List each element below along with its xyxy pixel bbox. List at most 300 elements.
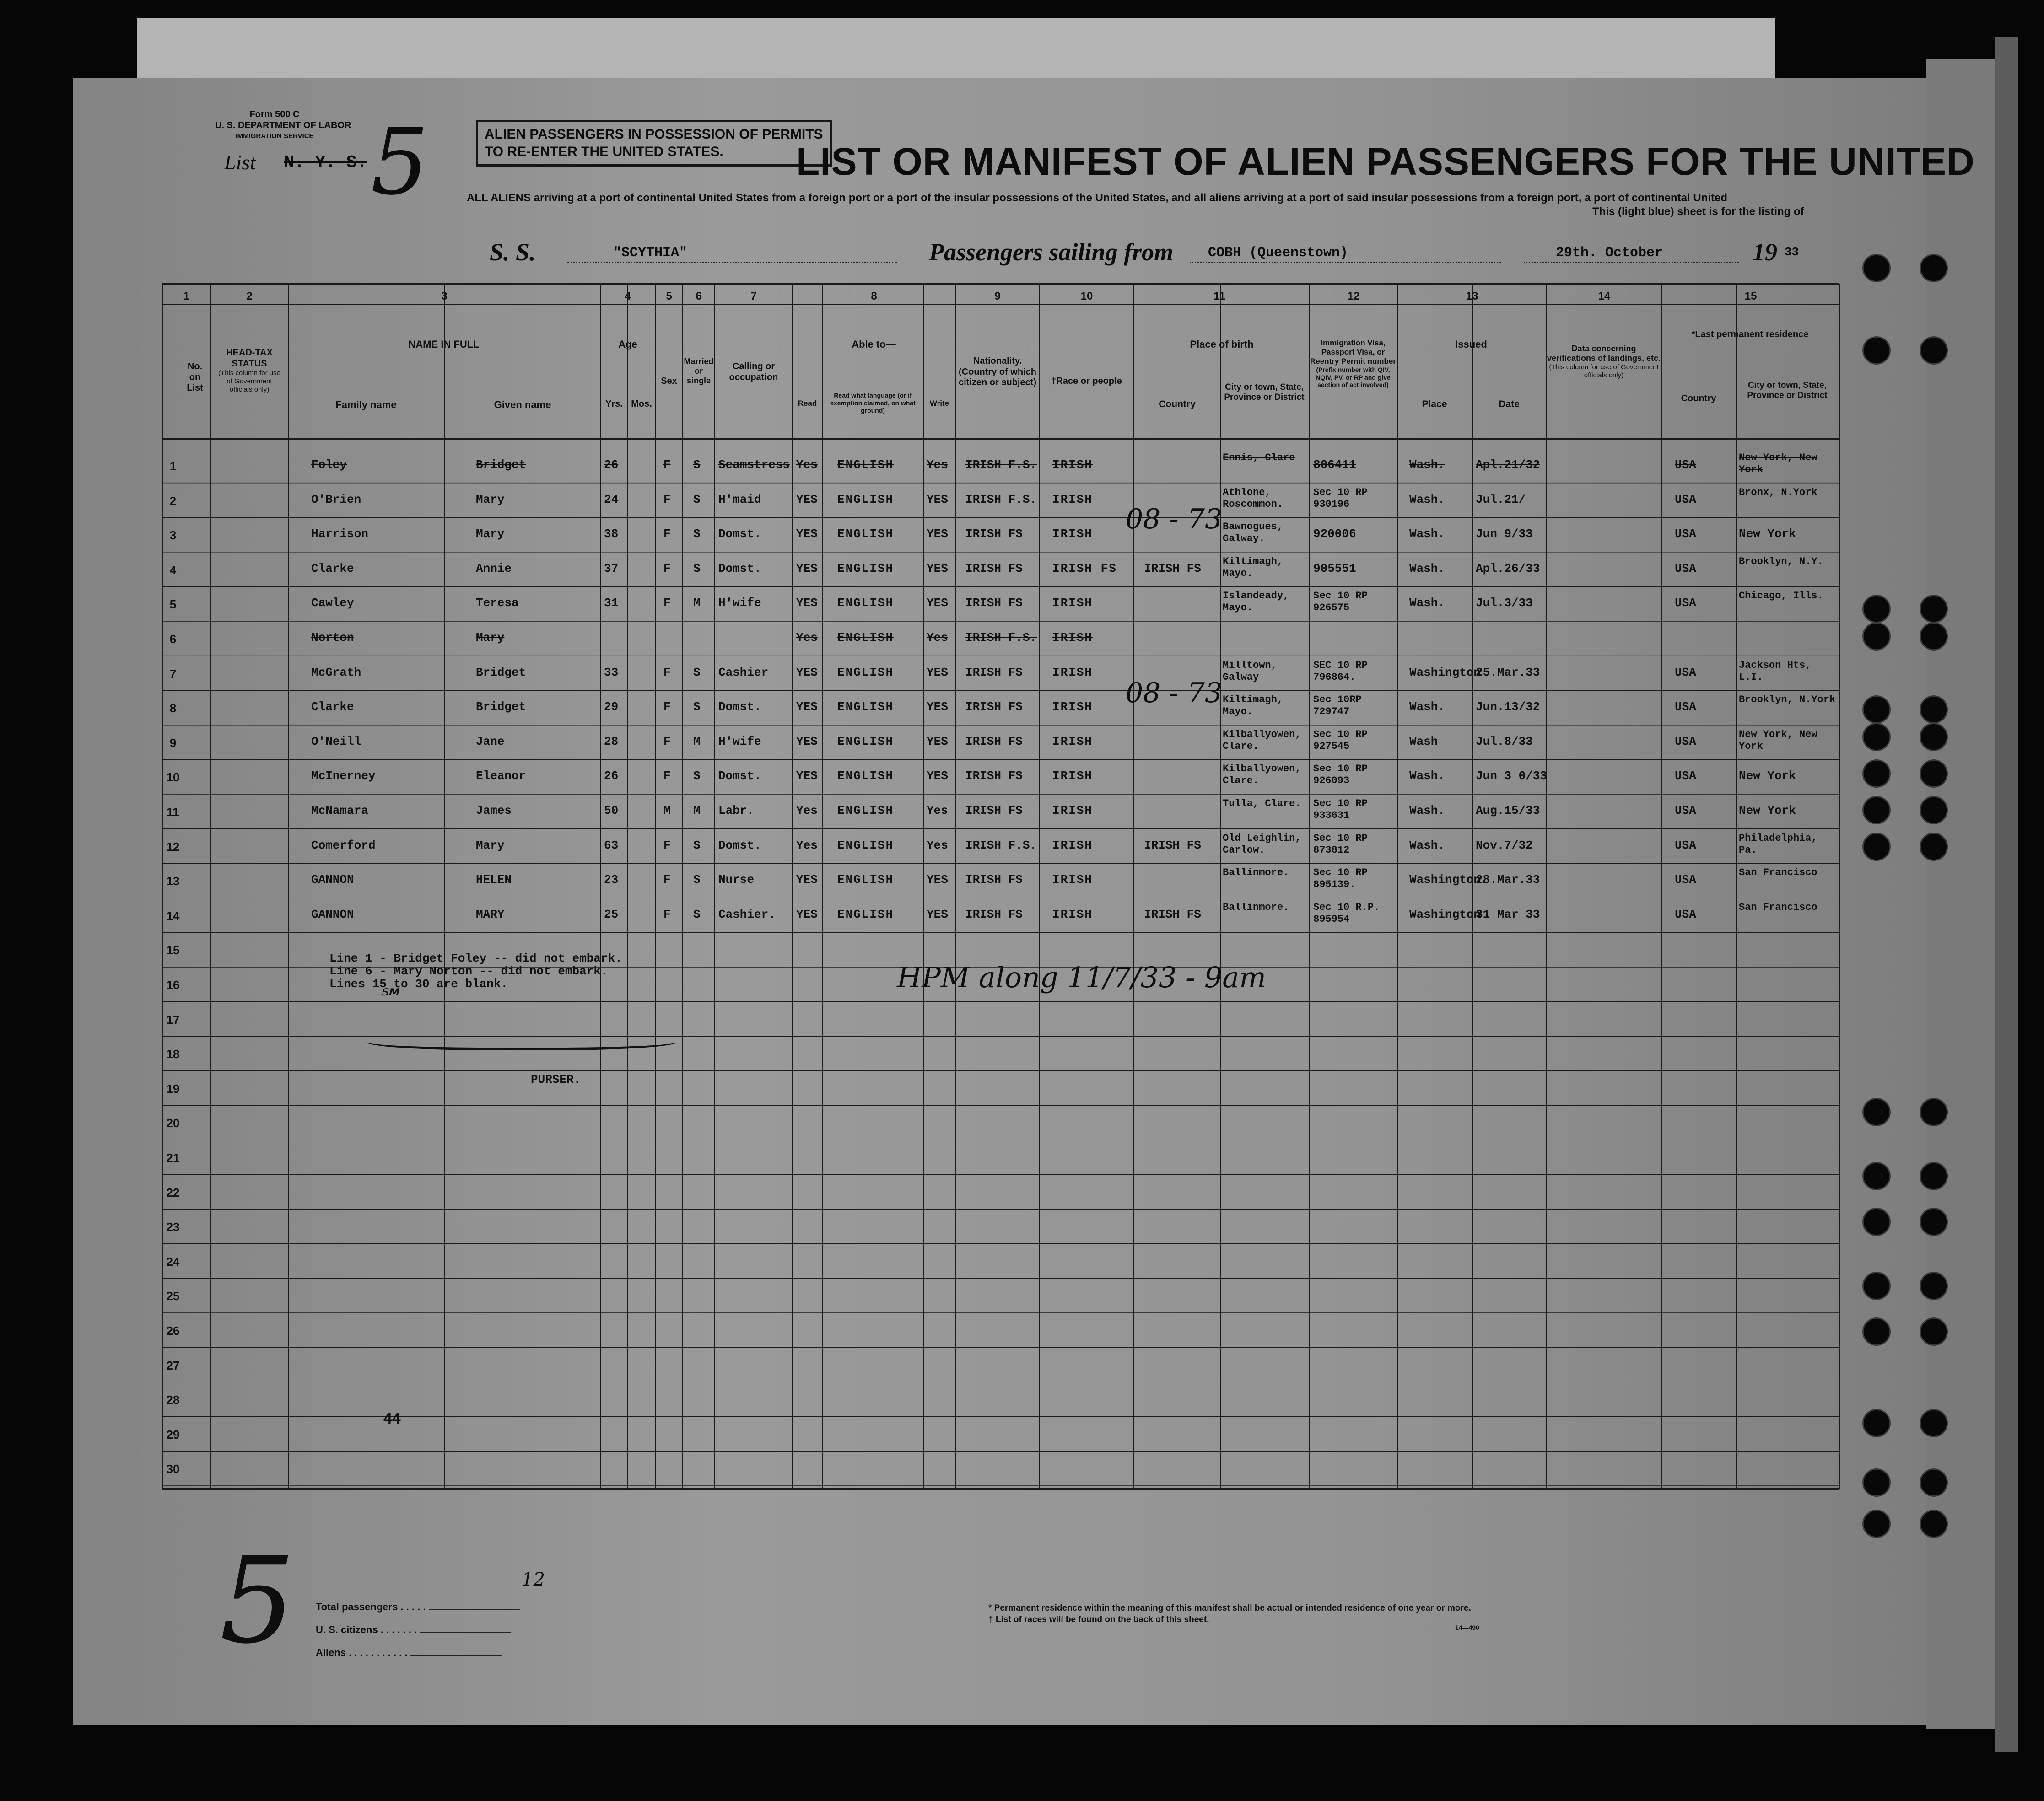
write-cell: YES: [927, 873, 948, 887]
residence-city-cell: San Francisco: [1739, 901, 1817, 913]
header-able-to: Able to—: [852, 339, 896, 350]
row-number: 20: [166, 1116, 180, 1130]
residence-city-cell: Bronx, N.York: [1739, 486, 1817, 498]
binder-hole: [1920, 622, 1948, 651]
read-cell: YES: [796, 873, 818, 887]
age-years-cell: 24: [604, 492, 619, 506]
row-number: 29: [166, 1427, 180, 1441]
read-cell: YES: [796, 700, 818, 714]
initials-mark: ℠: [375, 984, 402, 1013]
read-language-cell: ENGLISH: [837, 665, 894, 679]
handwritten-permit-code-1: 08 - 73: [1126, 503, 1223, 535]
row-number: 4: [169, 563, 177, 577]
issued-date-cell: Jun.13/32: [1476, 700, 1540, 714]
list-label: List: [224, 151, 256, 174]
header-sex: Sex: [661, 376, 677, 386]
family-name-cell: GANNON: [311, 873, 354, 887]
binder-hole: [1920, 1510, 1948, 1538]
row-number: 28: [166, 1393, 180, 1407]
header-residence: *Last permanent residence: [1691, 329, 1809, 339]
binder-hole: [1862, 1208, 1891, 1236]
service-name: IMMIGRATION SERVICE: [235, 132, 314, 140]
occupation-cell: H'wife: [718, 734, 761, 748]
occupation-cell: Labr.: [718, 804, 755, 817]
age-years-cell: 33: [604, 665, 619, 679]
nationality-cell: IRISH F.S.: [965, 838, 1037, 852]
read-cell: Yes: [796, 804, 818, 817]
write-cell: YES: [927, 769, 948, 783]
binder-hole: [1862, 622, 1891, 651]
row-number: 30: [166, 1462, 180, 1476]
header-landings-title: Data concerning verifications of landings, etc.: [1547, 344, 1661, 363]
visa-number-cell: Sec 10 RP 895139.: [1313, 867, 1368, 891]
residence-country-cell: USA: [1675, 561, 1696, 575]
row-number: 11: [167, 805, 179, 819]
given-name-cell: Teresa: [476, 596, 519, 610]
write-cell: YES: [927, 561, 948, 575]
family-name-cell: Clarke: [311, 700, 354, 714]
header-birth-country: Country: [1159, 399, 1196, 409]
birth-city-cell: Ennis, Clare: [1223, 452, 1295, 463]
age-years-cell: 26: [604, 769, 619, 783]
footer-aliens: Aliens . . . . . . . . . . .: [316, 1647, 502, 1659]
nationality-cell: IRISH FS: [965, 596, 1023, 610]
row-number: 15: [166, 943, 180, 957]
binder-hole: [1920, 695, 1948, 724]
age-years-cell: 63: [604, 838, 619, 852]
binder-hole: [1920, 336, 1948, 365]
residence-country-cell: USA: [1675, 700, 1696, 714]
residence-city-cell: Philadelphia, Pa.: [1739, 832, 1817, 856]
marital-status-cell: S: [693, 665, 701, 679]
handwritten-arrival-note: HPM along 11/7/33 - 9am: [897, 961, 1266, 994]
birth-city-cell: Ballinmore.: [1223, 901, 1289, 913]
given-name-cell: Jane: [476, 734, 505, 748]
write-cell: Yes: [927, 631, 948, 645]
intro-line-1: ALL ALIENS arriving at a port of continental United States from a foreign port or a port of the insular possessions of the United States, and all aliens arriving at a port of said insular possessions from a foreign port, a port of continental United: [467, 192, 1728, 204]
issued-date-cell: Jun 9/33: [1476, 527, 1533, 541]
list-struck-code: N. Y. S.: [284, 153, 367, 172]
birth-city-cell: Kilballyowen, Clare.: [1223, 728, 1301, 752]
read-language-cell: ENGLISH: [837, 596, 894, 610]
header-write: Write: [929, 399, 949, 408]
read-cell: YES: [796, 492, 818, 506]
binder-hole: [1920, 796, 1948, 824]
given-name-cell: Bridget: [476, 458, 526, 472]
issued-place-cell: Wash.: [1409, 527, 1445, 541]
given-name-cell: Mary: [476, 492, 505, 506]
race-cell: IRISH: [1052, 769, 1093, 783]
row-number: 13: [166, 874, 180, 888]
family-name-cell: O'Neill: [311, 734, 361, 748]
race-cell: IRISH: [1052, 873, 1093, 887]
header-issued-date: Date: [1499, 399, 1520, 409]
binder-hole: [1920, 1098, 1948, 1126]
header-birth-city: City or town, State, Province or District: [1224, 382, 1305, 403]
marital-status-cell: S: [693, 492, 701, 506]
family-name-cell: Norton: [311, 631, 354, 645]
race-cell: IRISH: [1052, 596, 1093, 610]
issued-date-cell: Nov.7/32: [1476, 838, 1533, 852]
occupation-cell: Domst.: [718, 769, 761, 783]
header-head-tax: [215, 348, 284, 393]
nationality-cell: IRISH FS: [965, 665, 1023, 679]
occupation-cell: Domst.: [718, 561, 761, 575]
row-number: 16: [166, 978, 180, 992]
row-number: 7: [169, 667, 177, 681]
given-name-cell: HELEN: [476, 873, 512, 887]
page-count: 44: [383, 1410, 401, 1427]
departure-port: COBH (Queenstown): [1208, 245, 1348, 261]
race-cell: IRISH: [1052, 458, 1093, 472]
year-suffix: 33: [1785, 245, 1799, 259]
footnote-residence: * Permanent residence within the meaning of this manifest shall be actual or intended residence of one year or more.: [988, 1603, 1471, 1613]
birth-city-cell: Bawnogues, Galway.: [1223, 521, 1284, 545]
row-number: 3: [169, 528, 177, 543]
sex-cell: F: [663, 561, 671, 575]
race-cell: IRISH: [1052, 492, 1093, 506]
binder-hole: [1862, 695, 1891, 724]
race-cell: IRISH: [1052, 734, 1093, 748]
given-name-cell: James: [476, 804, 512, 817]
header-landings-note: (This column for use of Government officials only): [1549, 363, 1659, 380]
birth-city-cell: Kiltimagh, Mayo.: [1223, 555, 1284, 579]
row-number: 2: [169, 494, 177, 508]
given-name-cell: Eleanor: [476, 769, 526, 783]
issued-place-cell: Wash.: [1409, 596, 1445, 610]
column-number: 7: [750, 290, 757, 302]
header-age-mos: Mos.: [631, 399, 652, 409]
family-name-cell: Clarke: [311, 561, 354, 575]
marital-status-cell: M: [693, 734, 701, 748]
visa-number-cell: SEC 10 RP 796864.: [1313, 659, 1368, 683]
write-cell: YES: [927, 596, 948, 610]
age-years-cell: 25: [604, 907, 619, 921]
visa-number-cell: 905551: [1313, 561, 1356, 575]
row-number: 27: [166, 1358, 180, 1372]
header-read: Read: [798, 399, 817, 408]
birth-city-cell: Islandeady, Mayo.: [1223, 590, 1289, 614]
nationality-cell: IRISH FS: [965, 700, 1023, 714]
age-years-cell: 38: [604, 527, 619, 541]
handwritten-big-5: 5: [220, 1532, 296, 1670]
residence-country-cell: USA: [1675, 804, 1696, 817]
nationality-cell: IRISH FS: [965, 561, 1023, 575]
header-read-language: Read what language (or if exemption claimed, on what ground): [830, 392, 916, 414]
binder-hole: [1862, 595, 1891, 623]
read-language-cell: ENGLISH: [837, 458, 894, 472]
marital-status-cell: S: [693, 838, 701, 852]
form-number: Form 500 C: [249, 109, 300, 119]
header-name-in-full: NAME IN FULL: [408, 339, 480, 350]
read-language-cell: ENGLISH: [837, 804, 894, 817]
sex-cell: F: [663, 734, 671, 748]
column-number: 10: [1080, 290, 1093, 302]
header-visa-title: Immigration Visa, Passport Visa, or Reentry Permit number: [1310, 339, 1396, 366]
family-name-cell: McNamara: [311, 804, 368, 817]
manifest-sheet: [73, 78, 1926, 1725]
header-res-country: Country: [1681, 393, 1716, 403]
race-cell: IRISH: [1052, 907, 1093, 921]
issued-date-cell: 28.Mar.33: [1476, 873, 1540, 887]
note-line-1: Line 1 - Bridget Foley -- did not embark.: [329, 952, 622, 965]
given-name-cell: Bridget: [476, 700, 526, 714]
issued-date-cell: Aug.15/33: [1476, 804, 1540, 817]
residence-city-cell: New York, New York: [1739, 452, 1817, 475]
nationality-cell: IRISH FS: [965, 734, 1023, 748]
race-cell: IRISH: [1052, 665, 1093, 679]
nationality-cell: IRISH FS: [965, 804, 1023, 817]
residence-country-cell: USA: [1675, 458, 1696, 472]
header-place-of-birth: Place of birth: [1190, 339, 1254, 350]
sex-cell: F: [663, 700, 671, 714]
birth-city-cell: Kiltimagh, Mayo.: [1223, 694, 1284, 718]
age-years-cell: 28: [604, 734, 619, 748]
list-number-handwritten: 5: [371, 109, 429, 215]
header-issued-place: Place: [1422, 399, 1447, 409]
read-cell: YES: [796, 561, 818, 575]
purser-label: PURSER.: [531, 1073, 581, 1086]
binder-hole: [1862, 254, 1891, 282]
binder-hole: [1920, 1409, 1948, 1437]
year-prefix: 19: [1753, 238, 1777, 266]
nationality-cell: IRISH F.S.: [965, 492, 1037, 506]
footer-total-label: Total passengers: [316, 1601, 398, 1613]
header-married: Married or single: [684, 357, 714, 386]
row-number: 6: [169, 632, 177, 646]
issued-place-cell: Wash: [1409, 734, 1438, 748]
visa-number-cell: Sec 10 RP 930196: [1313, 486, 1368, 510]
department-name: U. S. DEPARTMENT OF LABOR: [215, 120, 351, 130]
family-name-cell: McGrath: [311, 665, 361, 679]
issued-date-cell: Apl.26/33: [1476, 561, 1540, 575]
visa-number-cell: Sec 10 R.P. 895954: [1313, 901, 1380, 925]
write-cell: Yes: [927, 804, 948, 817]
handwritten-permit-code-2: 08 - 73: [1126, 677, 1223, 709]
sailing-label: Passengers sailing from: [929, 238, 1174, 266]
footer-total-passengers: Total passengers . . . . .: [316, 1601, 520, 1613]
binder-hole: [1920, 723, 1948, 751]
sailing-date: 29th. October: [1556, 245, 1663, 261]
read-language-cell: ENGLISH: [837, 769, 894, 783]
race-cell: IRISH: [1052, 631, 1093, 645]
residence-city-cell: Chicago, Ills.: [1739, 590, 1823, 602]
read-cell: YES: [796, 907, 818, 921]
birth-city-cell: Kilballyowen, Clare.: [1223, 763, 1301, 787]
binder-hole: [1920, 1272, 1948, 1300]
read-language-cell: ENGLISH: [837, 907, 894, 921]
row-number: 26: [166, 1324, 180, 1338]
issued-place-cell: Washington.: [1409, 873, 1488, 887]
row-number: 19: [166, 1081, 180, 1096]
header-no-on-list: No. on List: [187, 361, 203, 393]
footer-form-code: 14—490: [1455, 1624, 1479, 1631]
read-language-cell: ENGLISH: [837, 700, 894, 714]
residence-country-cell: USA: [1675, 596, 1696, 610]
read-language-cell: ENGLISH: [837, 873, 894, 887]
binder-hole: [1920, 1162, 1948, 1190]
column-number: 12: [1347, 290, 1360, 302]
binder-hole: [1920, 1317, 1948, 1346]
row-number: 17: [166, 1012, 180, 1027]
given-name-cell: Bridget: [476, 665, 526, 679]
read-cell: YES: [796, 734, 818, 748]
nationality-cell: IRISH F.S.: [965, 631, 1037, 645]
read-cell: YES: [796, 596, 818, 610]
write-cell: YES: [927, 527, 948, 541]
occupation-cell: Cashier: [718, 665, 769, 679]
read-language-cell: ENGLISH: [837, 561, 894, 575]
family-name-cell: Foley: [311, 458, 347, 472]
marital-status-cell: M: [693, 804, 701, 817]
note-line-3: Lines 15 to 30 are blank.: [329, 977, 508, 991]
residence-country-cell: USA: [1675, 734, 1696, 748]
residence-city-cell: Brooklyn, N.York: [1739, 694, 1836, 706]
sex-cell: F: [663, 492, 671, 506]
header-issued: Issued: [1455, 339, 1487, 350]
issued-date-cell: Apl.21/32: [1476, 458, 1540, 472]
header-landings: [1547, 344, 1661, 380]
column-number: 14: [1598, 290, 1611, 302]
nationality-cell: IRISH FS: [965, 527, 1023, 541]
issued-place-cell: Washington: [1409, 907, 1481, 921]
race-cell: IRISH: [1052, 527, 1093, 541]
column-number: 15: [1744, 290, 1757, 302]
column-number: 13: [1466, 290, 1478, 302]
binder-hole: [1920, 1208, 1948, 1236]
residence-country-cell: USA: [1675, 907, 1696, 921]
issued-place-cell: Wash.: [1409, 804, 1445, 817]
given-name-cell: Mary: [476, 527, 505, 541]
header-calling: Calling or occupation: [729, 361, 778, 382]
issued-date-cell: Jun 3 0/33: [1476, 769, 1548, 783]
birth-city-cell: Milltown, Galway: [1223, 659, 1277, 683]
column-number: 3: [441, 290, 448, 302]
occupation-cell: H'maid: [718, 492, 761, 506]
family-name-cell: McInerney: [311, 769, 376, 783]
issued-place-cell: Washington: [1409, 665, 1481, 679]
row-number: 22: [166, 1185, 180, 1199]
family-name-cell: Cawley: [311, 596, 354, 610]
header-race: †Race or people: [1051, 376, 1122, 386]
marital-status-cell: S: [693, 907, 701, 921]
given-name-cell: Mary: [476, 631, 505, 645]
binder-hole: [1862, 723, 1891, 751]
issued-place-cell: Wash.: [1409, 838, 1445, 852]
residence-country-cell: USA: [1675, 873, 1696, 887]
row-number: 12: [166, 839, 180, 854]
read-language-cell: ENGLISH: [837, 631, 894, 645]
sex-cell: F: [663, 596, 671, 610]
sex-cell: F: [663, 873, 671, 887]
write-cell: YES: [927, 665, 948, 679]
birth-city-cell: Tulla, Clare.: [1223, 798, 1301, 809]
occupation-cell: Cashier.: [718, 907, 776, 921]
sex-cell: F: [663, 665, 671, 679]
header-age-yrs: Yrs.: [605, 399, 623, 409]
issued-date-cell: Jul.8/33: [1476, 734, 1533, 748]
read-cell: Yes: [796, 458, 818, 472]
form-header: [215, 109, 351, 142]
reentry-permit-stamp: [476, 120, 832, 167]
sex-cell: F: [663, 769, 671, 783]
race-cell: IRISH: [1052, 700, 1093, 714]
sex-cell: F: [663, 838, 671, 852]
binder-hole: [1920, 1468, 1948, 1497]
write-cell: Yes: [927, 458, 948, 472]
row-number: 1: [169, 459, 177, 473]
issued-place-cell: Wash.: [1409, 700, 1445, 714]
residence-city-cell: New York, New York: [1739, 728, 1817, 752]
nationality-cell: IRISH FS: [965, 907, 1023, 921]
header-visa-note: (Prefix number with QIV, NQIV, PV, or RP and give section of act involved): [1316, 366, 1391, 389]
handwritten-total: 12: [522, 1569, 545, 1590]
sex-cell: F: [663, 907, 671, 921]
write-cell: YES: [927, 907, 948, 921]
stamp-line-2: TO RE-ENTER THE UNITED STATES.: [485, 144, 723, 159]
binder-hole: [1920, 759, 1948, 788]
read-cell: YES: [796, 665, 818, 679]
binder-hole: [1862, 759, 1891, 788]
header-nationality: Nationality. (Country of which citizen or subject): [958, 356, 1037, 388]
issued-place-cell: Wash.: [1409, 458, 1445, 472]
header-given-name: Given name: [494, 399, 551, 410]
nationality-cell: IRISH FS: [965, 873, 1023, 887]
birth-country-cell: IRISH FS: [1144, 838, 1201, 852]
binder-hole: [1862, 1468, 1891, 1497]
issued-place-cell: Wash.: [1409, 492, 1445, 506]
visa-number-cell: Sec 10 RP 926093: [1313, 763, 1368, 787]
visa-number-cell: 920006: [1313, 527, 1356, 541]
column-number: 2: [246, 290, 253, 302]
marital-status-cell: S: [693, 527, 701, 541]
marital-status-cell: S: [693, 873, 701, 887]
ship-dotted-line: [567, 262, 897, 263]
column-number: 9: [994, 290, 1001, 302]
birth-city-cell: Athlone, Roscommon.: [1223, 486, 1284, 510]
read-cell: Yes: [796, 631, 818, 645]
column-number: 11: [1213, 290, 1225, 302]
birth-country-cell: IRISH FS: [1144, 907, 1201, 921]
birth-city-cell: Old Leighlin, Carlow.: [1223, 832, 1301, 856]
write-cell: YES: [927, 700, 948, 714]
row-number: 8: [169, 701, 177, 715]
column-number: 6: [696, 290, 702, 302]
row-number: 5: [169, 597, 177, 612]
issued-date-cell: Jul.21/: [1476, 492, 1526, 506]
paper-back-sheet: [137, 18, 1775, 85]
header-age: Age: [618, 339, 637, 350]
read-cell: Yes: [796, 838, 818, 852]
row-number: 21: [166, 1151, 180, 1165]
header-head-tax-note: (This column for use of Government officials only): [218, 369, 280, 393]
age-years-cell: 26: [604, 458, 619, 472]
race-cell: IRISH FS: [1052, 561, 1117, 575]
read-language-cell: ENGLISH: [837, 492, 894, 506]
birth-city-cell: Ballinmore.: [1223, 867, 1289, 879]
birth-country-cell: IRISH FS: [1144, 561, 1201, 575]
sex-cell: F: [663, 527, 671, 541]
residence-city-cell: New York: [1739, 769, 1796, 783]
visa-number-cell: Sec 10RP 729747: [1313, 694, 1362, 718]
binder-hole: [1862, 1162, 1891, 1190]
port-dotted-line: [1190, 262, 1501, 263]
binder-hole: [1920, 254, 1948, 282]
occupation-cell: Domst.: [718, 527, 761, 541]
marital-status-cell: S: [693, 700, 701, 714]
age-years-cell: 29: [604, 700, 619, 714]
residence-city-cell: New York: [1739, 804, 1796, 817]
